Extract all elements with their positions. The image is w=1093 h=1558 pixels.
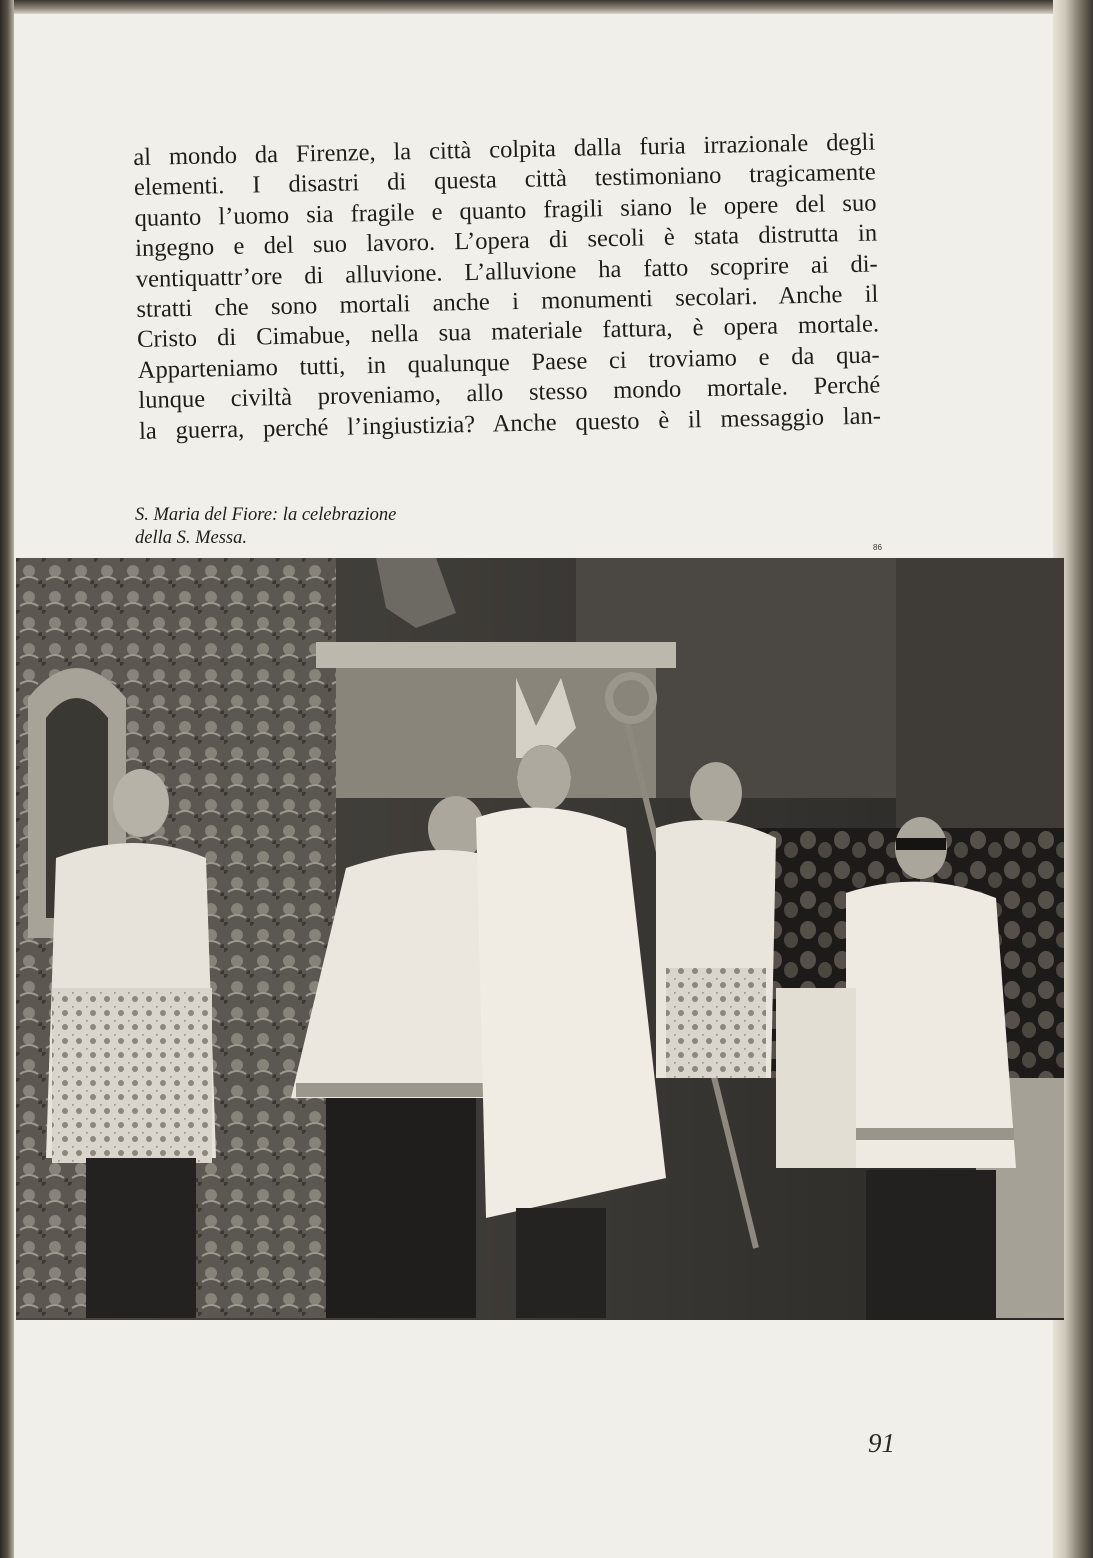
scan-border-left [0,0,14,1558]
body-line: la guerra, perché l’ingiustizia? Anche questo è il messaggio lan- [138,402,882,445]
photo-caption [135,504,495,550]
body-text [133,127,881,447]
caption-line: della S. Messa. [135,528,248,548]
body-line: quanto l’uomo sia fragile e quanto fragili siano le opere del suo [134,189,877,232]
kneeling-figure [776,988,856,1168]
ceremony-photograph [16,558,1064,1320]
body-line: stratti che sono mortali anche i monumenti secolari. Anche il [136,280,879,323]
body-line: Apparteniamo tutti, in qualunque Paese ci troviamo e da qua- [137,341,880,384]
body-line: lunque civiltà proveniamo, allo stesso mondo mortale. Perché [138,371,881,415]
page-number: 91 [868,1428,895,1458]
scan-border-top [0,0,1093,14]
body-line: elementi. I disastri di questa città testimoniano tragicamente [133,158,877,202]
body-line: al mondo da Firenze, la città colpita dalla furia irrazionale degli [133,128,876,171]
body-line: ventiquattr’ore di alluvione. L’alluvione ha fatto scoprire ai di- [135,250,878,293]
caption-line: S. Maria del Fiore: la celebrazione [135,505,397,525]
figure-number: 86 [873,543,882,552]
body-line: Cristo di Cimabue, nella sua materiale fattura, è opera mortale. [136,310,880,354]
altar-top [316,642,676,668]
body-line: ingegno e del suo lavoro. L’opera di secoli è stata distrutta in [134,219,878,263]
